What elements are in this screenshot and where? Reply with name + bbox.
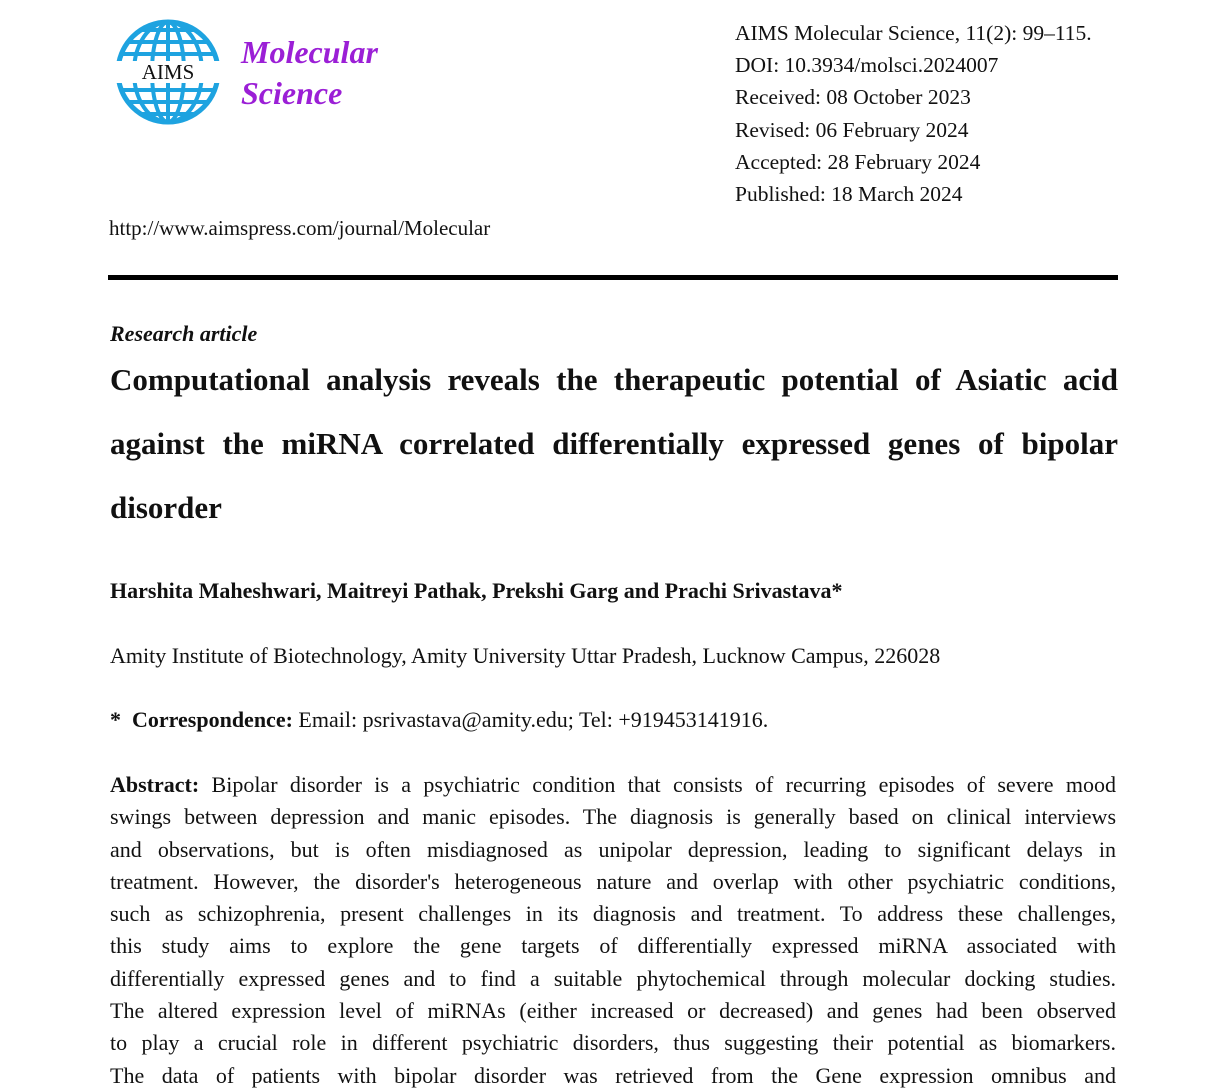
article-type: Research article xyxy=(110,321,258,346)
abstract-line: differentially expressed genes and to find a suitable phytochemical through molecular docking studies. xyxy=(110,965,1116,991)
abstract-label: Abstract: xyxy=(110,772,200,797)
abstract-line: and observations, but is often misdiagnosed as unipolar depression, leading to significant delays in xyxy=(110,836,1116,862)
header-divider xyxy=(108,275,1118,280)
correspondence-details: Email: psrivastava@amity.edu; Tel: +919453141916. xyxy=(292,707,769,732)
abstract-line: to play a crucial role in different psychiatric disorders, thus suggesting their potential as biomarkers. xyxy=(110,1030,1116,1056)
accepted-date: Accepted: 28 February 2024 xyxy=(735,150,981,174)
abstract xyxy=(110,769,1116,1092)
author-list: Harshita Maheshwari, Maitreyi Pathak, Prekshi Garg and Prachi Srivastava* xyxy=(110,578,843,603)
aims-logo-globe-icon xyxy=(112,16,224,128)
abstract-line: swings between depression and manic episodes. The diagnosis is generally based on clinical interviews xyxy=(110,804,1116,830)
journal-name-line1: Molecular xyxy=(241,34,378,70)
affiliation: Amity Institute of Biotechnology, Amity University Uttar Pradesh, Lucknow Campus, 226028 xyxy=(110,643,941,668)
abstract-line: treatment. However, the disorder's heterogeneous nature and overlap with other psychiatric conditions, xyxy=(110,868,1116,894)
received-date: Received: 08 October 2023 xyxy=(735,85,971,109)
abstract-line: The altered expression level of miRNAs (either increased or decreased) and genes had been observed xyxy=(110,998,1116,1024)
logo-text: AIMS xyxy=(141,60,195,84)
correspondence-star: * xyxy=(110,707,121,732)
doi[interactable]: DOI: 10.3934/molsci.2024007 xyxy=(735,53,999,77)
abstract-line: The data of patients with bipolar disorder was retrieved from the Gene expression omnibus and xyxy=(110,1062,1116,1088)
correspondence-label: Correspondence: xyxy=(132,707,293,732)
citation: AIMS Molecular Science, 11(2): 99–115. xyxy=(735,21,1092,45)
published-date: Published: 18 March 2024 xyxy=(735,182,963,206)
revised-date: Revised: 06 February 2024 xyxy=(735,118,969,142)
abstract-line: such as schizophrenia, present challenges in its diagnosis and treatment. To address these challenges, xyxy=(110,901,1116,927)
journal-url-link[interactable]: http://www.aimspress.com/journal/Molecular xyxy=(109,216,491,240)
correspondence xyxy=(110,707,768,733)
abstract-line: this study aims to explore the gene targets of differentially expressed miRNA associated with xyxy=(110,933,1116,959)
article-title: Computational analysis reveals the therapeutic potential of Asiatic acid against the miRNA correlated differentially expressed genes of bipolar disorder xyxy=(110,362,1118,525)
abstract-line: Abstract: Bipolar disorder is a psychiatric condition that consists of recurring episodes of severe mood xyxy=(110,772,1116,797)
journal-name-line2: Science xyxy=(241,75,343,111)
